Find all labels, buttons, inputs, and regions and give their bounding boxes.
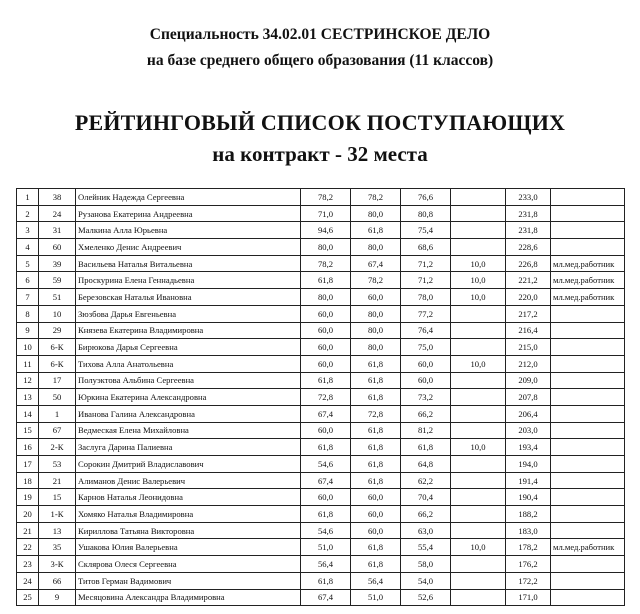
name-cell: Титов Герман Вадимович <box>76 572 301 589</box>
note-cell <box>551 456 625 473</box>
education-base-heading: на базе среднего общего образования (11 классов) <box>146 52 494 69</box>
note-cell <box>551 205 625 222</box>
score-3-cell: 64,8 <box>401 456 451 473</box>
score-2-cell: 61,8 <box>351 456 401 473</box>
total-cell: 233,0 <box>506 189 551 206</box>
bonus-cell <box>451 506 506 523</box>
bonus-cell <box>451 589 506 606</box>
score-1-cell: 60,0 <box>301 355 351 372</box>
name-cell: Полуэктова Альбина Сергеевна <box>76 372 301 389</box>
table-row <box>17 339 625 356</box>
total-cell: 183,0 <box>506 522 551 539</box>
score-1-cell: 61,8 <box>301 506 351 523</box>
note-cell <box>551 322 625 339</box>
app-number-cell: 15 <box>39 489 76 506</box>
score-3-cell: 54,0 <box>401 572 451 589</box>
name-cell: Заслуга Дарина Палиевна <box>76 439 301 456</box>
app-number-cell: 17 <box>39 372 76 389</box>
score-3-cell: 81,2 <box>401 422 451 439</box>
bonus-cell: 10,0 <box>451 289 506 306</box>
score-3-cell: 68,6 <box>401 239 451 256</box>
total-cell: 191,4 <box>506 472 551 489</box>
contract-places-subtitle: на контракт - 32 места <box>212 142 428 166</box>
score-1-cell: 80,0 <box>301 239 351 256</box>
rank-cell: 16 <box>17 439 39 456</box>
rank-cell: 4 <box>17 239 39 256</box>
name-cell: Ведмеская Елена Михайловна <box>76 422 301 439</box>
app-number-cell: 29 <box>39 322 76 339</box>
note-cell <box>551 522 625 539</box>
score-1-cell: 72,8 <box>301 389 351 406</box>
table-row <box>17 322 625 339</box>
score-2-cell: 56,4 <box>351 572 401 589</box>
rank-cell: 3 <box>17 222 39 239</box>
score-3-cell: 75,0 <box>401 339 451 356</box>
app-number-cell: 21 <box>39 472 76 489</box>
name-cell: Проскурина Елена Геннадьевна <box>76 272 301 289</box>
score-2-cell: 80,0 <box>351 339 401 356</box>
score-2-cell: 61,8 <box>351 539 401 556</box>
bonus-cell <box>451 205 506 222</box>
table-row <box>17 272 625 289</box>
score-3-cell: 77,2 <box>401 305 451 322</box>
score-2-cell: 72,8 <box>351 405 401 422</box>
bonus-cell: 10,0 <box>451 539 506 556</box>
total-cell: 215,0 <box>506 339 551 356</box>
score-2-cell: 60,0 <box>351 289 401 306</box>
note-cell: мл.мед.работник <box>551 255 625 272</box>
score-3-cell: 58,0 <box>401 556 451 573</box>
score-1-cell: 78,2 <box>301 255 351 272</box>
app-number-cell: 31 <box>39 222 76 239</box>
total-cell: 216,4 <box>506 322 551 339</box>
name-cell: Иванова Галина Александровна <box>76 405 301 422</box>
score-3-cell: 76,6 <box>401 189 451 206</box>
name-cell: Рузанова Екатерина Андреевна <box>76 205 301 222</box>
total-cell: 231,8 <box>506 222 551 239</box>
table-row <box>17 439 625 456</box>
score-2-cell: 51,0 <box>351 589 401 606</box>
total-cell: 176,2 <box>506 556 551 573</box>
name-cell: Хомяко Наталья Владимировна <box>76 506 301 523</box>
table-row <box>17 372 625 389</box>
score-1-cell: 54,6 <box>301 522 351 539</box>
name-cell: Ушакова Юлия Валерьевна <box>76 539 301 556</box>
total-cell: 188,2 <box>506 506 551 523</box>
app-number-cell: 39 <box>39 255 76 272</box>
name-cell: Месяцовина Александра Владимировна <box>76 589 301 606</box>
bonus-cell <box>451 189 506 206</box>
score-2-cell: 80,0 <box>351 239 401 256</box>
score-1-cell: 54,6 <box>301 456 351 473</box>
bonus-cell <box>451 405 506 422</box>
bonus-cell <box>451 305 506 322</box>
bonus-cell <box>451 489 506 506</box>
rank-cell: 18 <box>17 472 39 489</box>
note-cell <box>551 489 625 506</box>
score-2-cell: 80,0 <box>351 322 401 339</box>
name-cell: Бирюкова Дарья Сергеевна <box>76 339 301 356</box>
total-cell: 228,6 <box>506 239 551 256</box>
score-2-cell: 60,0 <box>351 522 401 539</box>
app-number-cell: 35 <box>39 539 76 556</box>
name-cell: Склярова Олеся Сергеевна <box>76 556 301 573</box>
note-cell: мл.мед.работник <box>551 539 625 556</box>
score-3-cell: 76,4 <box>401 322 451 339</box>
score-3-cell: 71,2 <box>401 272 451 289</box>
table-row <box>17 355 625 372</box>
app-number-cell: 1-К <box>39 506 76 523</box>
rank-cell: 13 <box>17 389 39 406</box>
table-row <box>17 205 625 222</box>
note-cell: мл.мед.работник <box>551 289 625 306</box>
total-cell: 231,8 <box>506 205 551 222</box>
rank-cell: 5 <box>17 255 39 272</box>
score-1-cell: 80,0 <box>301 289 351 306</box>
score-1-cell: 60,0 <box>301 422 351 439</box>
score-1-cell: 61,8 <box>301 572 351 589</box>
total-cell: 212,0 <box>506 355 551 372</box>
total-cell: 194,0 <box>506 456 551 473</box>
bonus-cell <box>451 339 506 356</box>
app-number-cell: 13 <box>39 522 76 539</box>
rating-table <box>16 188 625 606</box>
note-cell <box>551 572 625 589</box>
rank-cell: 14 <box>17 405 39 422</box>
app-number-cell: 38 <box>39 189 76 206</box>
app-number-cell: 51 <box>39 289 76 306</box>
note-cell <box>551 405 625 422</box>
table-row <box>17 489 625 506</box>
app-number-cell: 6-К <box>39 339 76 356</box>
name-cell: Карнов Наталья Леонидовна <box>76 489 301 506</box>
total-cell: 203,0 <box>506 422 551 439</box>
rank-cell: 17 <box>17 456 39 473</box>
score-1-cell: 67,4 <box>301 405 351 422</box>
score-2-cell: 78,2 <box>351 189 401 206</box>
rank-cell: 25 <box>17 589 39 606</box>
score-1-cell: 67,4 <box>301 472 351 489</box>
note-cell <box>551 189 625 206</box>
score-1-cell: 60,0 <box>301 489 351 506</box>
rank-cell: 2 <box>17 205 39 222</box>
score-3-cell: 63,0 <box>401 522 451 539</box>
rank-cell: 20 <box>17 506 39 523</box>
rank-cell: 24 <box>17 572 39 589</box>
score-2-cell: 61,8 <box>351 389 401 406</box>
score-1-cell: 71,0 <box>301 205 351 222</box>
table-row <box>17 222 625 239</box>
score-3-cell: 61,8 <box>401 439 451 456</box>
table-row <box>17 289 625 306</box>
table-row <box>17 556 625 573</box>
name-cell: Хмеленко Денис Андреевич <box>76 239 301 256</box>
app-number-cell: 66 <box>39 572 76 589</box>
note-cell <box>551 305 625 322</box>
table-row <box>17 305 625 322</box>
total-cell: 226,8 <box>506 255 551 272</box>
bonus-cell <box>451 239 506 256</box>
note-cell <box>551 339 625 356</box>
rank-cell: 1 <box>17 189 39 206</box>
score-1-cell: 61,8 <box>301 372 351 389</box>
app-number-cell: 6-К <box>39 355 76 372</box>
table-row <box>17 589 625 606</box>
rank-cell: 9 <box>17 322 39 339</box>
score-1-cell: 51,0 <box>301 539 351 556</box>
bonus-cell: 10,0 <box>451 439 506 456</box>
page-title: РЕЙТИНГОВЫЙ СПИСОК ПОСТУПАЮЩИХ <box>74 110 566 135</box>
bonus-cell: 10,0 <box>451 272 506 289</box>
app-number-cell: 10 <box>39 305 76 322</box>
score-1-cell: 60,0 <box>301 305 351 322</box>
table-row <box>17 522 625 539</box>
note-cell <box>551 355 625 372</box>
score-2-cell: 61,8 <box>351 355 401 372</box>
total-cell: 193,4 <box>506 439 551 456</box>
score-1-cell: 67,4 <box>301 589 351 606</box>
table-row <box>17 539 625 556</box>
name-cell: Олейник Надежда Сергеевна <box>76 189 301 206</box>
note-cell <box>551 222 625 239</box>
note-cell <box>551 439 625 456</box>
note-cell: мл.мед.работник <box>551 272 625 289</box>
total-cell: 220,0 <box>506 289 551 306</box>
table-row <box>17 239 625 256</box>
score-2-cell: 80,0 <box>351 305 401 322</box>
score-3-cell: 55,4 <box>401 539 451 556</box>
total-cell: 190,4 <box>506 489 551 506</box>
score-3-cell: 60,0 <box>401 372 451 389</box>
table-row <box>17 506 625 523</box>
bonus-cell <box>451 422 506 439</box>
score-1-cell: 60,0 <box>301 339 351 356</box>
name-cell: Малкина Алла Юрьевна <box>76 222 301 239</box>
score-2-cell: 61,8 <box>351 372 401 389</box>
table-row <box>17 255 625 272</box>
bonus-cell <box>451 456 506 473</box>
bonus-cell <box>451 389 506 406</box>
name-cell: Васильева Наталья Витальевна <box>76 255 301 272</box>
score-3-cell: 60,0 <box>401 355 451 372</box>
score-1-cell: 56,4 <box>301 556 351 573</box>
score-2-cell: 61,8 <box>351 439 401 456</box>
score-2-cell: 67,4 <box>351 255 401 272</box>
bonus-cell <box>451 556 506 573</box>
score-1-cell: 94,6 <box>301 222 351 239</box>
note-cell <box>551 239 625 256</box>
score-1-cell: 78,2 <box>301 189 351 206</box>
score-3-cell: 66,2 <box>401 405 451 422</box>
bonus-cell: 10,0 <box>451 255 506 272</box>
bonus-cell <box>451 522 506 539</box>
app-number-cell: 53 <box>39 456 76 473</box>
app-number-cell: 60 <box>39 239 76 256</box>
bonus-cell <box>451 222 506 239</box>
table-row <box>17 405 625 422</box>
score-3-cell: 62,2 <box>401 472 451 489</box>
app-number-cell: 24 <box>39 205 76 222</box>
name-cell: Березовская Наталья Ивановна <box>76 289 301 306</box>
note-cell <box>551 556 625 573</box>
note-cell <box>551 422 625 439</box>
score-2-cell: 61,8 <box>351 222 401 239</box>
app-number-cell: 67 <box>39 422 76 439</box>
note-cell <box>551 472 625 489</box>
score-3-cell: 78,0 <box>401 289 451 306</box>
rank-cell: 12 <box>17 372 39 389</box>
score-3-cell: 80,8 <box>401 205 451 222</box>
app-number-cell: 59 <box>39 272 76 289</box>
table-row <box>17 389 625 406</box>
bonus-cell <box>451 322 506 339</box>
rank-cell: 7 <box>17 289 39 306</box>
table-row <box>17 422 625 439</box>
score-2-cell: 78,2 <box>351 272 401 289</box>
note-cell <box>551 389 625 406</box>
app-number-cell: 50 <box>39 389 76 406</box>
specialty-heading: Специальность 34.02.01 СЕСТРИНСКОЕ ДЕЛО <box>149 26 491 43</box>
name-cell: Юркина Екатерина Александровна <box>76 389 301 406</box>
rank-cell: 19 <box>17 489 39 506</box>
rank-cell: 11 <box>17 355 39 372</box>
bonus-cell: 10,0 <box>451 355 506 372</box>
total-cell: 172,2 <box>506 572 551 589</box>
total-cell: 217,2 <box>506 305 551 322</box>
total-cell: 171,0 <box>506 589 551 606</box>
name-cell: Тихова Алла Анатольевна <box>76 355 301 372</box>
score-3-cell: 73,2 <box>401 389 451 406</box>
rank-cell: 23 <box>17 556 39 573</box>
name-cell: Князева Екатерина Владимировна <box>76 322 301 339</box>
table-row <box>17 456 625 473</box>
name-cell: Зюзбова Дарья Евгеньевна <box>76 305 301 322</box>
total-cell: 206,4 <box>506 405 551 422</box>
total-cell: 207,8 <box>506 389 551 406</box>
bonus-cell <box>451 472 506 489</box>
rank-cell: 15 <box>17 422 39 439</box>
app-number-cell: 9 <box>39 589 76 606</box>
rank-cell: 10 <box>17 339 39 356</box>
note-cell <box>551 589 625 606</box>
app-number-cell: 3-К <box>39 556 76 573</box>
score-2-cell: 61,8 <box>351 556 401 573</box>
score-2-cell: 60,0 <box>351 506 401 523</box>
score-3-cell: 70,4 <box>401 489 451 506</box>
bonus-cell <box>451 572 506 589</box>
table-row <box>17 189 625 206</box>
name-cell: Алиманов Денис Валерьевич <box>76 472 301 489</box>
rank-cell: 8 <box>17 305 39 322</box>
app-number-cell: 1 <box>39 405 76 422</box>
score-1-cell: 60,0 <box>301 322 351 339</box>
score-3-cell: 75,4 <box>401 222 451 239</box>
note-cell <box>551 506 625 523</box>
score-1-cell: 61,8 <box>301 272 351 289</box>
score-1-cell: 61,8 <box>301 439 351 456</box>
table-row <box>17 572 625 589</box>
score-2-cell: 60,0 <box>351 489 401 506</box>
rank-cell: 21 <box>17 522 39 539</box>
table-row <box>17 472 625 489</box>
score-2-cell: 61,8 <box>351 422 401 439</box>
score-2-cell: 61,8 <box>351 472 401 489</box>
score-3-cell: 52,6 <box>401 589 451 606</box>
score-2-cell: 80,0 <box>351 205 401 222</box>
score-3-cell: 71,2 <box>401 255 451 272</box>
rank-cell: 6 <box>17 272 39 289</box>
name-cell: Кириллова Татьяна Викторовна <box>76 522 301 539</box>
total-cell: 209,0 <box>506 372 551 389</box>
rank-cell: 22 <box>17 539 39 556</box>
bonus-cell <box>451 372 506 389</box>
total-cell: 221,2 <box>506 272 551 289</box>
total-cell: 178,2 <box>506 539 551 556</box>
name-cell: Сорокин Дмитрий Владиславович <box>76 456 301 473</box>
app-number-cell: 2-К <box>39 439 76 456</box>
score-3-cell: 66,2 <box>401 506 451 523</box>
note-cell <box>551 372 625 389</box>
